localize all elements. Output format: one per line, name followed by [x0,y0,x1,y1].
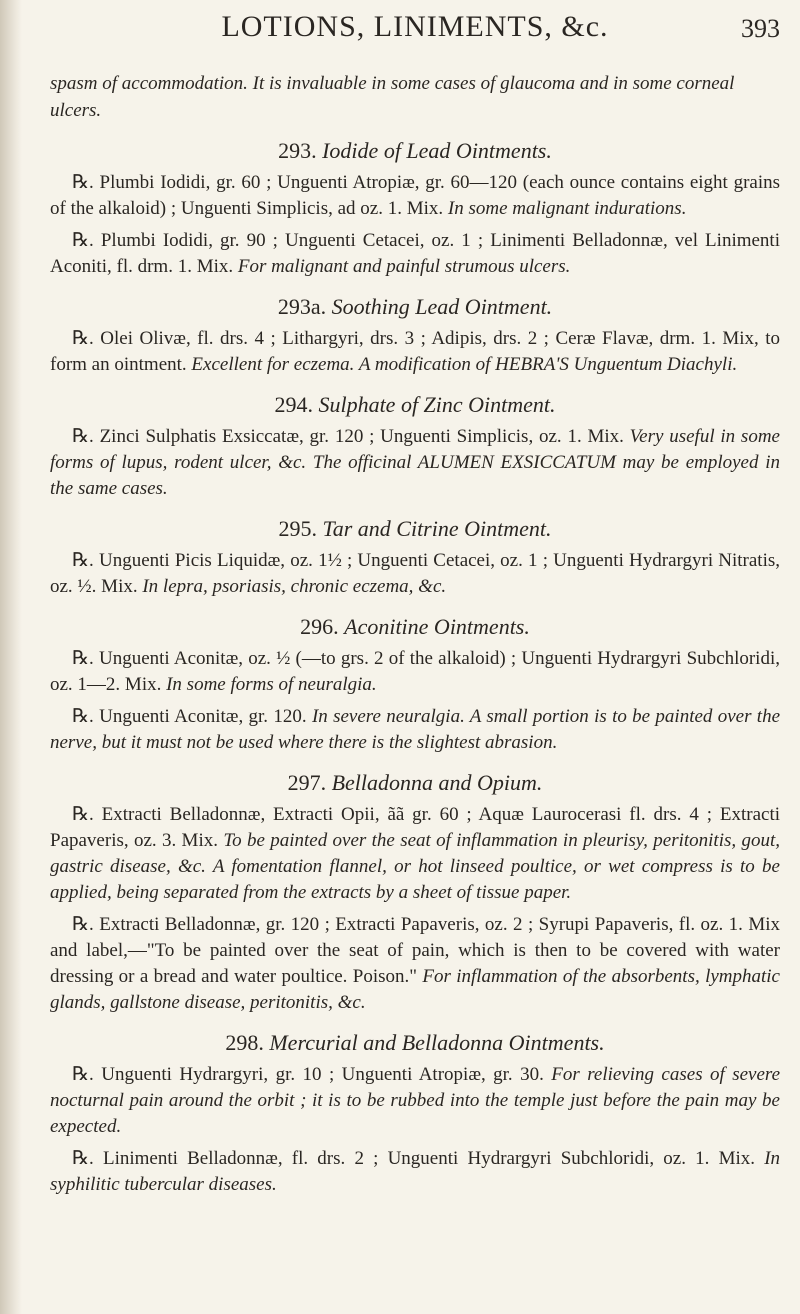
rx-symbol: ℞. [72,230,94,251]
section-number: 297. [287,770,327,795]
recipe-indication: In severe neuralgia. A small portion is to be painted over the nerve, but it must not be used where there is the slightest abrasion. [50,706,781,753]
recipe-indication: In some malignant indurations. [447,198,687,219]
section-title: Belladonna and Opium. [331,770,543,795]
book-spine-shadow [0,0,22,1314]
rx-symbol: ℞. [72,1064,94,1085]
section-293a [50,292,780,378]
rx-symbol: ℞. [72,648,94,669]
recipe-indication: Very useful in some forms of lupus, rodent ulcer, &c. The officinal ALUMEN EXSICCATUM may be employed in the same cases. [50,426,780,499]
recipe-indication: In lepra, psoriasis, chronic eczema, &c. [142,576,447,597]
section-296 [50,612,780,756]
section-heading [50,390,780,420]
section-294 [50,390,780,502]
section-number: 295. [278,516,317,541]
recipe-ingredients: Plumbi Iodidi, gr. 60 ; Unguenti Atropiæ, gr. 60—120 (each ounce contains eight grains of the alkaloid) ; Unguenti Simplicis, ad oz. 1. Mix. [50,172,780,219]
recipe-indication: For relieving cases of severe nocturnal pain around the orbit ; it is to be rubbed into the temple just before the pain may be expected. [50,1064,781,1137]
section-number: 293. [278,138,317,163]
section-title: Iodide of Lead Ointments. [322,138,552,163]
section-number: 293a. [277,294,327,319]
rx-symbol: ℞. [72,172,94,193]
section-293 [50,136,780,280]
recipe-ingredients: Extracti Belladonnæ, gr. 120 ; Extracti Papaveris, oz. 2 ; Syrupi Papaveris, fl. oz. 1. Mix and label,—"To be painted over the seat of pain, which is then to be covered with water dressing or a bread and water poultice. Poison." [50,914,781,987]
section-title: Soothing Lead Ointment. [331,294,553,319]
recipe [50,1062,780,1140]
section-number: 298. [225,1030,264,1055]
section-heading [50,768,780,798]
recipe-indication: For malignant and painful strumous ulcers. [237,256,571,277]
recipe-indication: Excellent for eczema. A modification of HEBRA'S Unguentum Diachyli. [191,354,738,375]
recipe-indication: In syphilitic tubercular diseases. [50,1148,781,1195]
rx-symbol: ℞. [72,804,94,825]
recipe-indication: For inflammation of the absorbents, lymphatic glands, gallstone disease, peritonitis, &c. [50,966,780,1013]
recipe-ingredients: Linimenti Belladonnæ, fl. drs. 2 ; Unguenti Hydrargyri Subchloridi, oz. 1. Mix. [102,1148,765,1169]
section-heading [50,1028,780,1058]
rx-symbol: ℞. [72,426,94,447]
running-head [50,0,780,70]
section-heading [50,136,780,166]
recipe-ingredients: Extracti Belladonnæ, Extracti Opii, ãã gr. 60 ; Aquæ Laurocerasi fl. drs. 4 ; Extracti Papaveris, oz. 3. Mix. [50,804,781,851]
recipe-ingredients: Plumbi Iodidi, gr. 90 ; Unguenti Cetacei, oz. 1 ; Linimenti Belladonnæ, vel Linimenti Aconiti, fl. drm. 1. Mix. [50,230,780,277]
recipe [50,704,780,756]
recipe-ingredients: Unguenti Aconitæ, oz. ½ (—to grs. 2 of the alkaloid) ; Unguenti Hydrargyri Subchloridi, oz. 1—2. Mix. [50,648,780,695]
recipe [50,424,780,502]
rx-symbol: ℞. [72,1148,94,1169]
recipe [50,228,780,280]
recipe [50,548,780,600]
recipe [50,1146,780,1198]
section-heading [50,612,780,642]
rx-symbol: ℞. [72,914,94,935]
section-heading [50,514,780,544]
section-title: Mercurial and Belladonna Ointments. [269,1030,605,1055]
section-heading [50,292,780,322]
section-298 [50,1028,780,1198]
recipe-ingredients: Unguenti Hydrargyri, gr. 10 ; Unguenti Atropiæ, gr. 30. [101,1064,552,1085]
recipe [50,170,780,222]
section-number: 296. [300,614,339,639]
book-page [50,0,780,1314]
recipe-indication: In some forms of neuralgia. [166,674,377,695]
page-number: 393 [741,14,780,43]
recipe [50,326,780,378]
recipe-ingredients: Zinci Sulphatis Exsiccatæ, gr. 120 ; Unguenti Simplicis, oz. 1. Mix. [99,426,630,447]
section-title: Sulphate of Zinc Ointment. [318,392,556,417]
section-number: 294. [274,392,313,417]
section-295 [50,514,780,600]
recipe [50,912,780,1016]
recipe-ingredients: Unguenti Aconitæ, gr. 120. [99,706,312,727]
rx-symbol: ℞. [72,328,94,349]
section-title: Tar and Citrine Ointment. [322,516,552,541]
running-title: LOTIONS, LINIMENTS, &c. [221,10,609,43]
rx-symbol: ℞. [72,706,94,727]
section-297 [50,768,780,1016]
recipe-indication: To be painted over the seat of inflammation in pleurisy, peritonitis, gout, gastric disease, &c. A fomentation flannel, or hot linseed poultice, or wet compress is to be applied, being separated from the extracts by a sheet of tissue paper. [50,830,780,903]
recipe-ingredients: Unguenti Picis Liquidæ, oz. 1½ ; Unguenti Cetacei, oz. 1 ; Unguenti Hydrargyri Nitratis, oz. ½. Mix. [50,550,781,597]
rx-symbol: ℞. [72,550,94,571]
recipe [50,646,780,698]
recipe-ingredients: Olei Olivæ, fl. drs. 4 ; Lithargyri, drs. 3 ; Adipis, drs. 2 ; Ceræ Flavæ, drm. 1. Mix, to form an ointment. [50,328,781,375]
section-title: Aconitine Ointments. [344,614,530,639]
continued-paragraph: spasm of accommodation. It is invaluable in some cases of glaucoma and in some corneal ulcers. [50,73,735,121]
recipe [50,802,780,906]
